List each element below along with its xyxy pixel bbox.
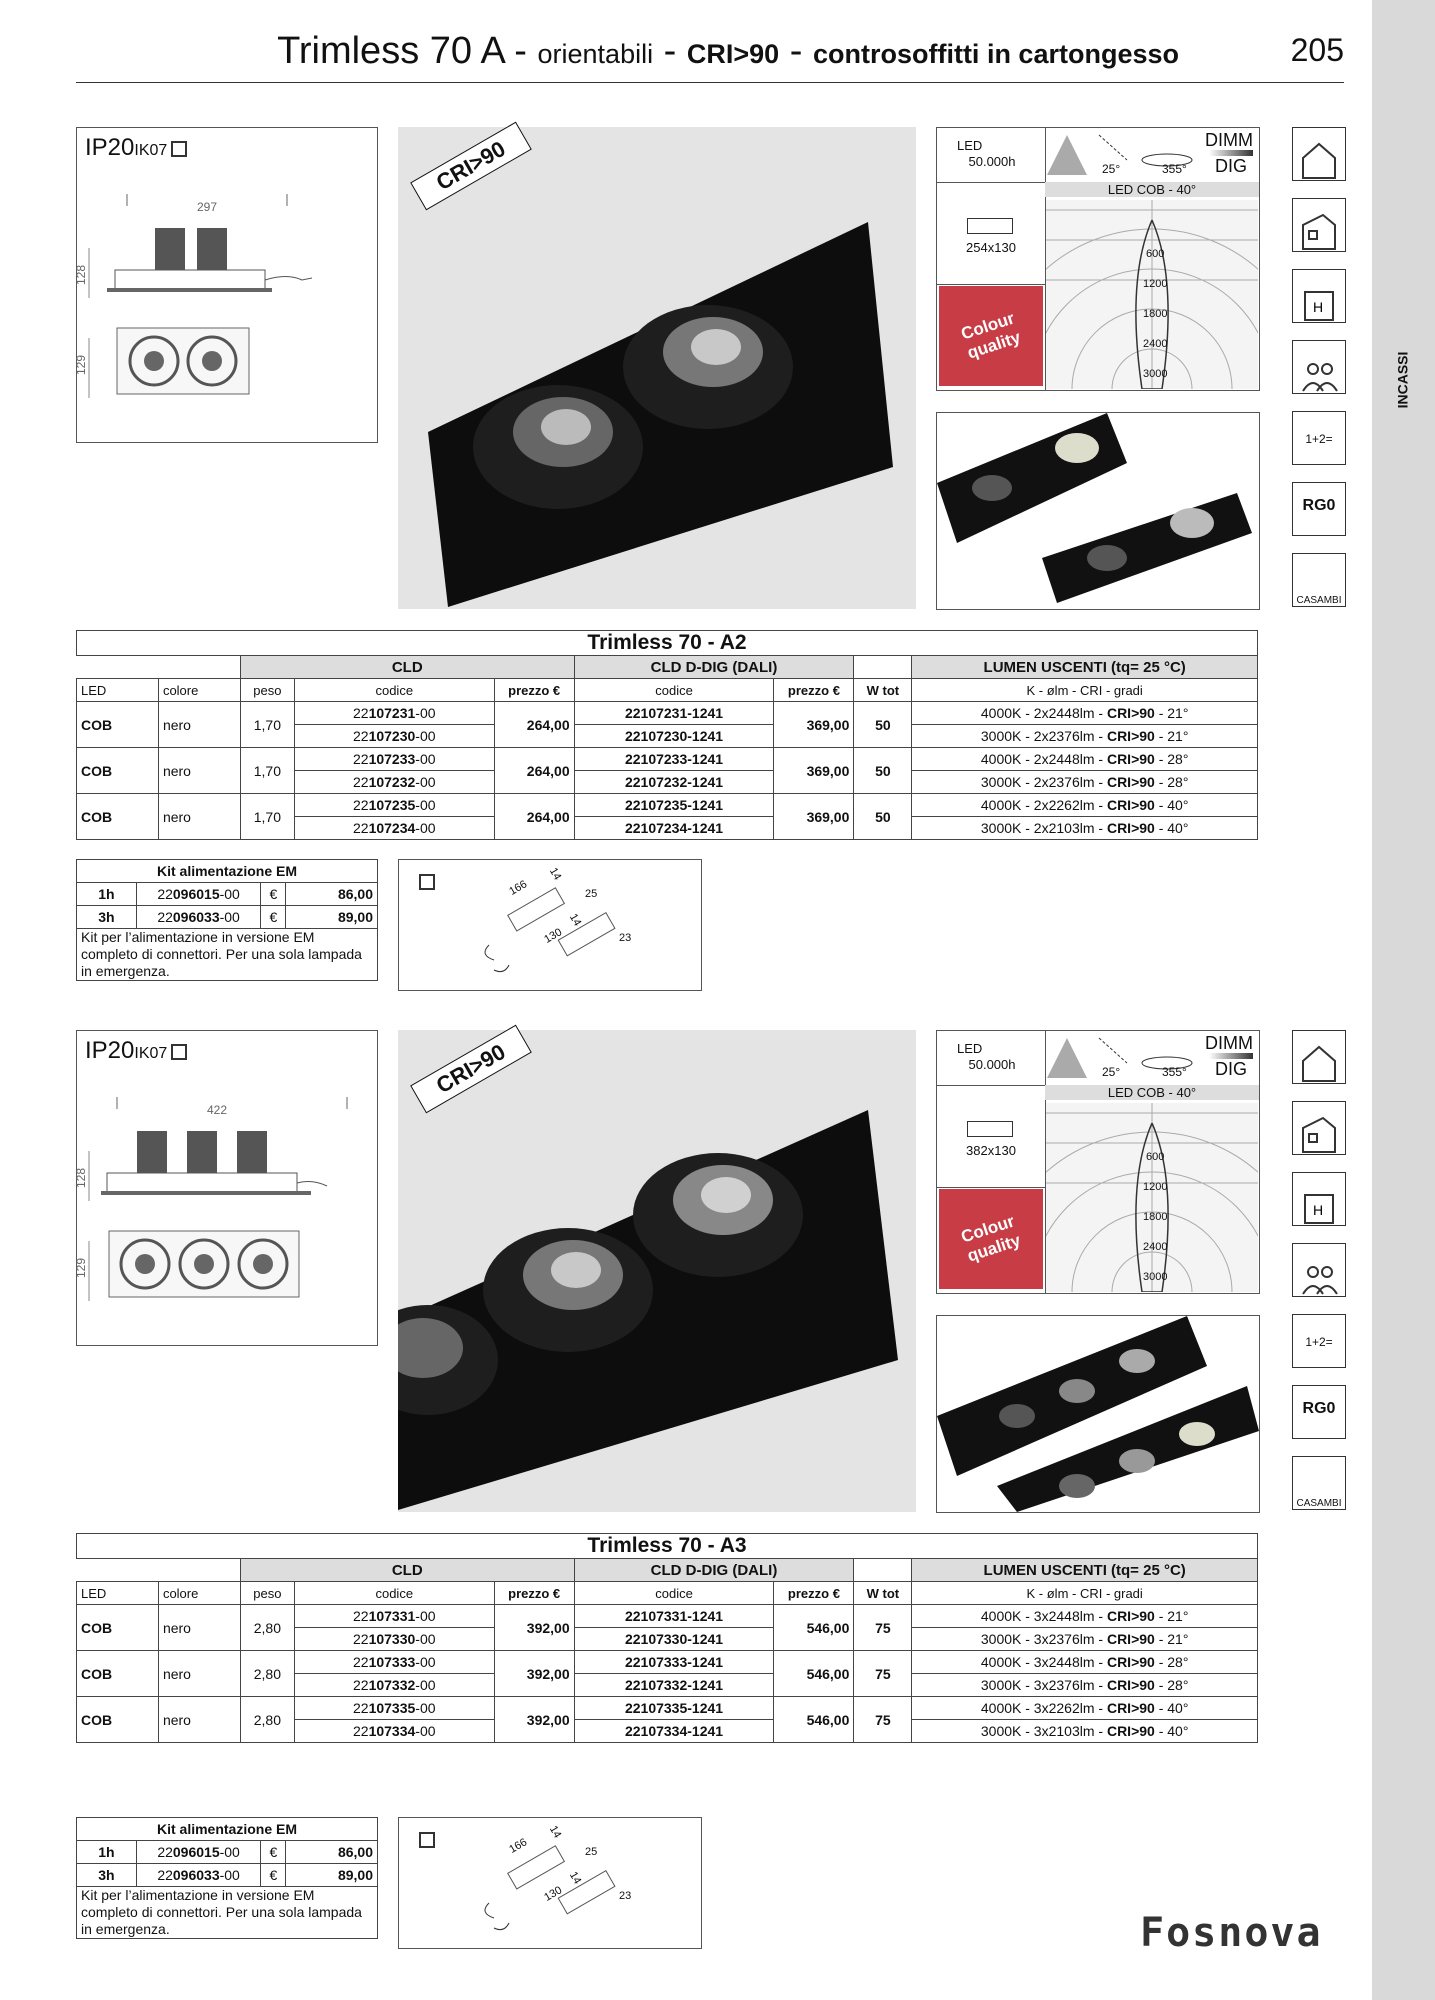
col-header: codice xyxy=(574,1582,774,1605)
kit-duration: 1h xyxy=(77,883,137,906)
cell-lumen: 4000K - 2x2262lm - CRI>90 - 40° xyxy=(912,794,1258,817)
cell-prezzo: 392,00 xyxy=(494,1605,574,1651)
cell-lumen: 3000K - 3x2103lm - CRI>90 - 40° xyxy=(912,1720,1258,1743)
col-header: W tot xyxy=(854,679,912,702)
cell-colore: nero xyxy=(158,1651,240,1697)
led-label: LED xyxy=(957,1041,983,1056)
cell-prezzo: 392,00 xyxy=(494,1697,574,1743)
table-row xyxy=(77,748,1258,771)
product-photo-a3 xyxy=(398,1030,916,1512)
cell-codice: 22107334-00 xyxy=(294,1720,494,1743)
photometric-specs-a2 xyxy=(936,127,1260,391)
cell-led: COB xyxy=(77,1697,159,1743)
dim-height: 128 xyxy=(74,1167,89,1189)
cell-lumen: 3000K - 2x2376lm - CRI>90 - 21° xyxy=(912,725,1258,748)
cell-colore: nero xyxy=(158,794,240,840)
col-header: K - ølm - CRI - gradi xyxy=(912,679,1258,702)
group-dali: CLD D-DIG (DALI) xyxy=(574,1559,854,1582)
cell-colore: nero xyxy=(158,1697,240,1743)
rg0-eye-icon xyxy=(1292,482,1346,536)
casambi-icon xyxy=(1292,1456,1346,1510)
dim-height: 128 xyxy=(74,264,89,286)
table-title: Trimless 70 - A3 xyxy=(77,1534,1258,1559)
ik-value: IK07 xyxy=(134,142,168,159)
ik-value: IK07 xyxy=(134,1045,168,1062)
class-ii-icon xyxy=(171,1044,187,1060)
kit-description: Kit per l’alimentazione in versione EM completo di connettori. Per una sola lampada in emergenza. xyxy=(77,1887,378,1939)
cell-peso: 2,80 xyxy=(240,1605,294,1651)
cell-codice-dali: 22107235-1241 xyxy=(574,794,774,817)
kit-dim: 14 xyxy=(546,865,564,883)
colour-quality-text: Colour quality xyxy=(958,308,1023,363)
cell-prezzo-dali: 546,00 xyxy=(774,1605,854,1651)
kit-dim: 14 xyxy=(566,1869,584,1887)
photometric-specs-a3 xyxy=(936,1030,1260,1294)
cell-peso: 1,70 xyxy=(240,702,294,748)
cutout-icon xyxy=(967,218,1013,234)
lifetime-hours: 50.000h xyxy=(968,154,1016,169)
kit-title: Kit alimentazione EM xyxy=(77,860,378,883)
polar-value: 600 xyxy=(1146,248,1165,260)
col-header: prezzo € xyxy=(494,1582,574,1605)
polar-diagram xyxy=(1046,1103,1258,1292)
col-header: peso xyxy=(240,1582,294,1605)
cell-prezzo-dali: 369,00 xyxy=(774,794,854,840)
kit-dim: 14 xyxy=(566,911,584,929)
ip-rating xyxy=(85,1037,187,1065)
cell-codice-dali: 22107331-1241 xyxy=(574,1605,774,1628)
col-header: LED xyxy=(77,679,159,702)
cell-prezzo-dali: 546,00 xyxy=(774,1651,854,1697)
dimension-drawing xyxy=(87,188,367,428)
education-icon xyxy=(1292,411,1346,465)
building-icon xyxy=(1292,1101,1346,1155)
education-icon xyxy=(1292,1314,1346,1368)
dim-depth: 129 xyxy=(74,1257,89,1279)
table-row xyxy=(77,1605,1258,1628)
cell-codice: 22107233-00 xyxy=(294,748,494,771)
col-header: K - ølm - CRI - gradi xyxy=(912,1582,1258,1605)
cell-lumen: 4000K - 2x2448lm - CRI>90 - 21° xyxy=(912,702,1258,725)
cell-codice: 22107235-00 xyxy=(294,794,494,817)
product-photo-a2 xyxy=(398,127,916,609)
group-lumen: LUMEN USCENTI (tq= 25 °C) xyxy=(912,1559,1258,1582)
cutout-icon xyxy=(967,1121,1013,1137)
cell-wtot: 75 xyxy=(854,1697,912,1743)
dimm-label: DIMM xyxy=(1205,1033,1253,1053)
title-cri: CRI>90 xyxy=(686,39,780,69)
kit-dim: 23 xyxy=(619,932,632,944)
kit-dim: 130 xyxy=(542,1884,565,1904)
cell-prezzo-dali: 369,00 xyxy=(774,702,854,748)
cell-lumen: 3000K - 2x2376lm - CRI>90 - 28° xyxy=(912,771,1258,794)
title-application: controsoffitti in cartongesso xyxy=(812,39,1179,69)
kit-currency: € xyxy=(261,883,286,906)
kit-title: Kit alimentazione EM xyxy=(77,1818,378,1841)
installation-photo-a2 xyxy=(936,412,1260,610)
cell-peso: 2,80 xyxy=(240,1651,294,1697)
rotation-angle: 355° xyxy=(1162,162,1187,176)
dim-width: 422 xyxy=(207,1103,228,1117)
table-row xyxy=(77,1651,1258,1674)
col-header: prezzo € xyxy=(494,679,574,702)
class-ii-icon xyxy=(419,1832,435,1848)
product-table-a2 xyxy=(76,630,1258,840)
cell-prezzo-dali: 546,00 xyxy=(774,1697,854,1743)
technical-drawing-a3 xyxy=(76,1030,378,1346)
lifetime-hours: 50.000h xyxy=(968,1057,1016,1072)
office-icon xyxy=(1292,340,1346,394)
product-table-a3 xyxy=(76,1533,1258,1743)
kit-currency: € xyxy=(261,1841,286,1864)
page-number: 205 xyxy=(1290,32,1344,68)
cell-codice-dali: 22107330-1241 xyxy=(574,1628,774,1651)
polar-value: 2400 xyxy=(1143,1241,1168,1253)
table-row xyxy=(77,702,1258,725)
cell-colore: nero xyxy=(158,702,240,748)
cell-prezzo: 264,00 xyxy=(494,794,574,840)
polar-value: 3000 xyxy=(1143,368,1168,380)
cell-led: COB xyxy=(77,1651,159,1697)
polar-value: 1800 xyxy=(1143,1211,1168,1223)
cutout-size: 382x130 xyxy=(966,1143,1016,1158)
cell-lumen: 4000K - 3x2448lm - CRI>90 - 21° xyxy=(912,1605,1258,1628)
technical-drawing-a2 xyxy=(76,127,378,443)
cell-led: COB xyxy=(77,748,159,794)
title-sep: - xyxy=(653,30,687,72)
rg0-label: RG0 xyxy=(1302,1400,1336,1417)
page-header xyxy=(76,26,1344,83)
kit-price: 89,00 xyxy=(286,906,378,929)
cell-codice-dali: 22107332-1241 xyxy=(574,1674,774,1697)
cell-peso: 1,70 xyxy=(240,794,294,840)
sidebar-label xyxy=(1380,340,1425,420)
cell-codice: 22107330-00 xyxy=(294,1628,494,1651)
cell-prezzo: 264,00 xyxy=(494,748,574,794)
title-sep: - xyxy=(503,30,538,72)
col-header: LED xyxy=(77,1582,159,1605)
col-header: colore xyxy=(158,1582,240,1605)
cell-codice-dali: 22107333-1241 xyxy=(574,1651,774,1674)
cell-codice-dali: 22107334-1241 xyxy=(574,1720,774,1743)
col-header: W tot xyxy=(854,1582,912,1605)
kit-duration: 3h xyxy=(77,906,137,929)
rotation-angle: 355° xyxy=(1162,1065,1187,1079)
sidebar xyxy=(1372,0,1435,2000)
casambi-icon xyxy=(1292,553,1346,607)
led-label: LED xyxy=(957,138,983,153)
cell-lumen: 4000K - 3x2262lm - CRI>90 - 40° xyxy=(912,1697,1258,1720)
home-icon xyxy=(1292,127,1346,181)
home-icon xyxy=(1292,1030,1346,1084)
cell-lumen: 3000K - 2x2103lm - CRI>90 - 40° xyxy=(912,817,1258,840)
table-row xyxy=(77,794,1258,817)
colour-quality-badge xyxy=(939,1189,1043,1289)
dimm-label: DIMM xyxy=(1205,130,1253,150)
em-kit-drawing-2 xyxy=(398,1817,702,1949)
cell-codice-dali: 22107232-1241 xyxy=(574,771,774,794)
cell-codice: 22107333-00 xyxy=(294,1651,494,1674)
kit-dim: 23 xyxy=(619,1890,632,1902)
cell-lumen: 4000K - 3x2448lm - CRI>90 - 28° xyxy=(912,1651,1258,1674)
casambi-label: CASAMBI xyxy=(1296,595,1342,606)
kit-dim: 166 xyxy=(507,878,530,898)
kit-table-2: Kit alimentazione EM 1h 22096015-00 € 86,00 3h 22096033-00 € 89,00 Kit per l’alimentazione in versione EM completo di connettori. Per una sola lampada in emergenza. xyxy=(76,1817,378,1939)
cell-prezzo: 392,00 xyxy=(494,1651,574,1697)
kit-currency: € xyxy=(261,906,286,929)
dimension-drawing xyxy=(87,1091,367,1331)
cell-wtot: 50 xyxy=(854,794,912,840)
ip-value: IP20 xyxy=(85,134,135,161)
cell-codice-dali: 22107230-1241 xyxy=(574,725,774,748)
col-header: colore xyxy=(158,679,240,702)
dig-label: DIG xyxy=(1215,156,1248,176)
kit-duration: 1h xyxy=(77,1841,137,1864)
education-icon-label: 1+2= xyxy=(1305,1335,1333,1349)
cell-prezzo-dali: 369,00 xyxy=(774,748,854,794)
cell-codice: 22107234-00 xyxy=(294,817,494,840)
colour-quality-text: Colour quality xyxy=(958,1211,1023,1266)
cell-codice: 22107332-00 xyxy=(294,1674,494,1697)
hotel-icon xyxy=(1292,269,1346,323)
cell-led: COB xyxy=(77,702,159,748)
building-icon xyxy=(1292,198,1346,252)
tilt-angle: 25° xyxy=(1102,162,1121,176)
luminaire-photo xyxy=(398,1030,916,1512)
beam-label: LED COB - 40° xyxy=(1045,1085,1259,1100)
cell-led: COB xyxy=(77,1605,159,1651)
kit-table-1: Kit alimentazione EM 1h 22096015-00 € 86,00 3h 22096033-00 € 89,00 Kit per l’alimentazione in versione EM completo di connettori. Per una sola lampada in emergenza. xyxy=(76,859,378,981)
cri-badge: CRI>90 xyxy=(410,122,532,211)
rg0-label: RG0 xyxy=(1302,497,1336,514)
class-ii-icon xyxy=(419,874,435,890)
table-row xyxy=(77,1697,1258,1720)
col-header: prezzo € xyxy=(774,679,854,702)
col-header: peso xyxy=(240,679,294,702)
cell-codice: 22107232-00 xyxy=(294,771,494,794)
brand-name: Fosnova xyxy=(1140,1910,1323,1956)
title-main: Trimless 70 A xyxy=(277,30,504,72)
cell-lumen: 3000K - 3x2376lm - CRI>90 - 28° xyxy=(912,1674,1258,1697)
kit-duration: 3h xyxy=(77,1864,137,1887)
polar-diagram xyxy=(1046,200,1258,389)
ip-value: IP20 xyxy=(85,1037,135,1064)
cell-lumen: 4000K - 2x2448lm - CRI>90 - 28° xyxy=(912,748,1258,771)
kit-dim: 130 xyxy=(542,926,565,946)
rg0-eye-icon xyxy=(1292,1385,1346,1439)
ip-rating xyxy=(85,134,187,162)
col-header: codice xyxy=(294,679,494,702)
kit-description: Kit per l’alimentazione in versione EM completo di connettori. Per una sola lampada in emergenza. xyxy=(77,929,378,981)
dim-depth: 129 xyxy=(74,354,89,376)
cell-wtot: 75 xyxy=(854,1605,912,1651)
cell-codice-dali: 22107234-1241 xyxy=(574,817,774,840)
cell-codice-dali: 22107233-1241 xyxy=(574,748,774,771)
brand-logo xyxy=(1140,1910,1323,1956)
page-title xyxy=(277,30,1179,73)
cell-codice: 22107335-00 xyxy=(294,1697,494,1720)
col-header: codice xyxy=(574,679,774,702)
kit-price: 89,00 xyxy=(286,1864,378,1887)
installation-photo-a3 xyxy=(936,1315,1260,1513)
group-cld: CLD xyxy=(240,1559,574,1582)
polar-value: 1200 xyxy=(1143,1181,1168,1193)
kit-price: 86,00 xyxy=(286,1841,378,1864)
cell-colore: nero xyxy=(158,1605,240,1651)
cell-led: COB xyxy=(77,794,159,840)
cell-wtot: 50 xyxy=(854,702,912,748)
luminaire-photo xyxy=(398,127,916,609)
polar-value: 600 xyxy=(1146,1151,1165,1163)
kit-dim: 25 xyxy=(585,1846,598,1858)
cri-badge: CRI>90 xyxy=(410,1025,532,1114)
svg-text:H: H xyxy=(1313,299,1324,315)
cell-codice: 22107230-00 xyxy=(294,725,494,748)
casambi-label: CASAMBI xyxy=(1296,1498,1342,1509)
cell-colore: nero xyxy=(158,748,240,794)
cell-peso: 1,70 xyxy=(240,748,294,794)
kit-dim: 25 xyxy=(585,888,598,900)
dig-label: DIG xyxy=(1215,1059,1248,1079)
cell-wtot: 75 xyxy=(854,1651,912,1697)
kit-dim: 166 xyxy=(507,1836,530,1856)
luminaire-photo-small xyxy=(937,1316,1259,1512)
polar-value: 3000 xyxy=(1143,1271,1168,1283)
cell-lumen: 3000K - 3x2376lm - CRI>90 - 21° xyxy=(912,1628,1258,1651)
col-header: prezzo € xyxy=(774,1582,854,1605)
group-dali: CLD D-DIG (DALI) xyxy=(574,656,854,679)
table-title: Trimless 70 - A2 xyxy=(77,631,1258,656)
cell-codice: 22107231-00 xyxy=(294,702,494,725)
svg-text:H: H xyxy=(1313,1202,1324,1218)
colour-quality-badge xyxy=(939,286,1043,386)
cell-codice-dali: 22107231-1241 xyxy=(574,702,774,725)
kit-currency: € xyxy=(261,1864,286,1887)
cutout-size: 254x130 xyxy=(966,240,1016,255)
title-sub: orientabili xyxy=(537,39,654,69)
cell-codice: 22107331-00 xyxy=(294,1605,494,1628)
kit-dim: 14 xyxy=(546,1823,564,1841)
cell-codice-dali: 22107335-1241 xyxy=(574,1697,774,1720)
polar-value: 2400 xyxy=(1143,338,1168,350)
beam-label: LED COB - 40° xyxy=(1045,182,1259,197)
class-ii-icon xyxy=(171,141,187,157)
education-icon-label: 1+2= xyxy=(1305,432,1333,446)
cell-wtot: 50 xyxy=(854,748,912,794)
kit-price: 86,00 xyxy=(286,883,378,906)
tilt-angle: 25° xyxy=(1102,1065,1121,1079)
sidebar-label-text: INCASSI xyxy=(1394,351,1411,409)
hotel-icon xyxy=(1292,1172,1346,1226)
dim-width: 297 xyxy=(197,200,218,214)
em-kit-drawing-1 xyxy=(398,859,702,991)
cell-prezzo: 264,00 xyxy=(494,702,574,748)
group-lumen: LUMEN USCENTI (tq= 25 °C) xyxy=(912,656,1258,679)
polar-value: 1800 xyxy=(1143,308,1168,320)
polar-value: 1200 xyxy=(1143,278,1168,290)
col-header: codice xyxy=(294,1582,494,1605)
luminaire-photo-small xyxy=(937,413,1259,609)
cell-peso: 2,80 xyxy=(240,1697,294,1743)
title-sep: - xyxy=(779,30,813,72)
office-icon xyxy=(1292,1243,1346,1297)
group-cld: CLD xyxy=(240,656,574,679)
